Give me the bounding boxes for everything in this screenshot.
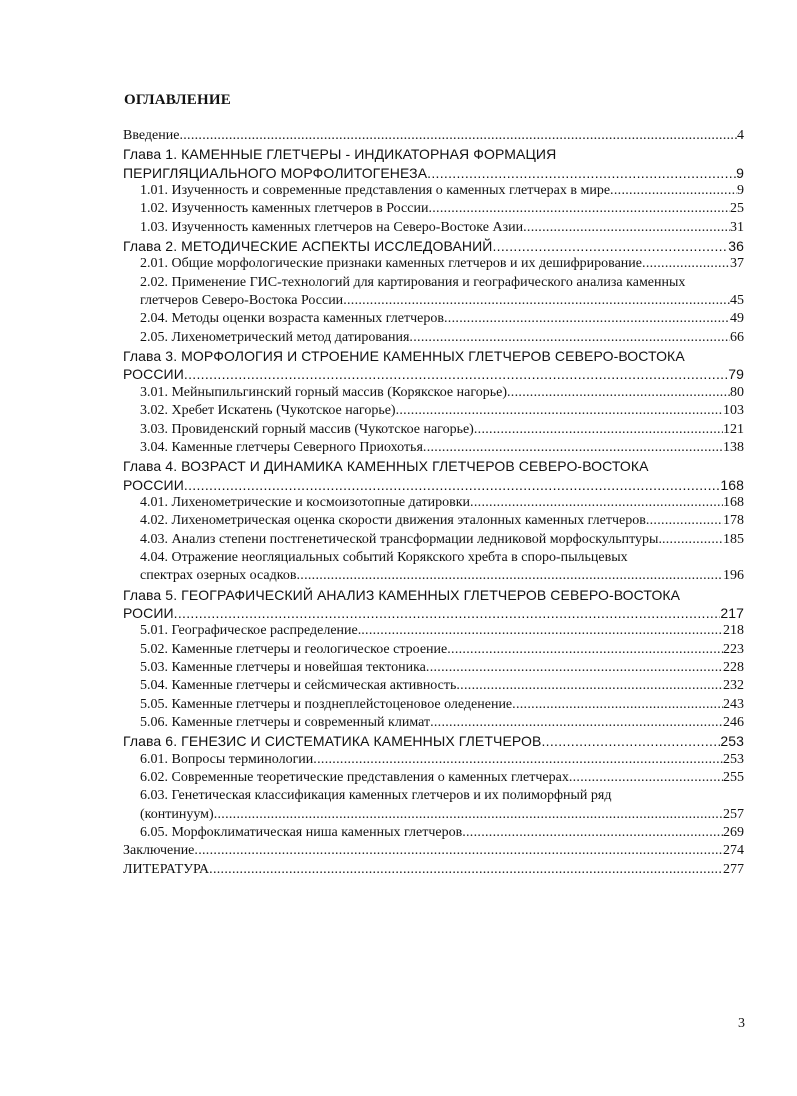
toc-section-1-02[interactable] (123, 200, 744, 218)
leader-dots (492, 237, 728, 255)
toc-page-number: 223 (723, 641, 744, 657)
toc-section-4-01[interactable] (123, 494, 744, 512)
toc-page-number: 103 (723, 403, 744, 419)
leader-dots (214, 806, 723, 824)
leader-dots (447, 641, 723, 659)
toc-page-number: 36 (728, 238, 744, 255)
toc-section-5-05[interactable] (123, 696, 744, 714)
toc-section-2-02-line1[interactable]: 2.02. Применение ГИС-технологий для картирования и географического анализа каменных (140, 274, 686, 290)
toc-page-number: 274 (723, 843, 744, 859)
toc-chapter-6[interactable] (123, 732, 744, 750)
toc-page-number: 9 (737, 183, 744, 199)
toc-entry-text: Заключение (123, 843, 195, 859)
leader-dots (343, 292, 730, 310)
leader-dots (194, 842, 723, 860)
toc-section-2-04[interactable] (123, 310, 744, 328)
toc-entry-literature[interactable] (123, 861, 744, 879)
leader-dots (569, 769, 723, 787)
leader-dots (507, 384, 730, 402)
toc-section-1-01[interactable] (123, 182, 744, 200)
toc-page-number: 79 (728, 366, 744, 383)
toc-section-2-01[interactable] (123, 255, 744, 273)
leader-dots (296, 567, 723, 585)
toc-page-number: 37 (730, 256, 744, 272)
leader-dots (610, 182, 737, 200)
toc-entry-text: спектрах озерных осадков (140, 568, 297, 584)
toc-chapter-5-line1[interactable]: Глава 5. ГЕОГРАФИЧЕСКИЙ АНАЛИЗ КАМЕННЫХ ГЛЕТЧЕРОВ СЕВЕРО-ВОСТОКА (123, 586, 681, 603)
leader-dots (313, 751, 723, 769)
toc-page-number: 228 (723, 659, 744, 675)
toc-page-number: 253 (720, 733, 744, 750)
toc-page-number: 185 (723, 531, 744, 547)
leader-dots (430, 714, 723, 732)
toc-page-number: 178 (723, 513, 744, 529)
toc-section-4-03[interactable] (123, 531, 744, 549)
leader-dots (423, 439, 723, 457)
toc-section-5-04[interactable] (123, 677, 744, 695)
toc-entry-text: 4.03. Анализ степени постгенетической трансформации ледниковой морфоскульптуры. (140, 531, 662, 547)
toc-section-2-02[interactable] (123, 292, 744, 310)
toc-entry-text: 3.02. Хребет Искатень (Чукотское нагорье) (140, 403, 396, 419)
toc-entry-text: Введение (123, 128, 180, 143)
leader-dots (409, 329, 730, 347)
toc-page-number: 4 (737, 128, 744, 143)
leader-dots (470, 494, 723, 512)
toc-entry-text: РОСИИ (123, 604, 174, 621)
toc-section-6-03-line1[interactable]: 6.03. Генетическая классификация каменных глетчеров и их полиморфный ряд (140, 788, 612, 804)
toc-page-number: 49 (730, 311, 744, 327)
toc-section-6-01[interactable] (123, 751, 744, 769)
toc-page-number: 66 (730, 329, 744, 345)
leader-dots (426, 659, 723, 677)
leader-dots (174, 604, 721, 622)
toc-page-number: 246 (723, 715, 744, 730)
toc-entry-text: 2.01. Общие морфологические признаки каменных глетчеров и их дешифрирование (140, 256, 643, 272)
leader-dots (428, 200, 730, 218)
toc-entry-text: глетчеров Северо-Востока России (140, 293, 344, 309)
leader-dots (396, 402, 723, 420)
toc-entry-text: 2.05. Лихенометрический метод датирования (140, 329, 410, 345)
toc-entry-text: 5.01. Географическое распределение. (140, 623, 362, 639)
toc-entry-text: 3.03. Провиденский горный массив (Чукотское нагорье) (140, 421, 474, 437)
toc-entry-text: 6.05. Морфоклиматическая ниша каменных глетчеров (140, 825, 463, 841)
toc-page-number: 138 (723, 439, 744, 455)
toc-section-3-04[interactable] (123, 439, 744, 457)
toc-chapter-1[interactable] (123, 164, 744, 182)
leader-dots (184, 365, 728, 383)
toc-entry-intro[interactable] (123, 127, 744, 145)
toc-entry-conclusion[interactable] (123, 842, 744, 860)
leader-dots (179, 127, 737, 145)
leader-dots (427, 164, 736, 182)
toc-entry-text: 1.01. Изученность и современные представления о каменных глетчерах в мире (140, 183, 611, 199)
toc-page-number: 218 (723, 623, 744, 639)
toc-page-number: 80 (730, 384, 744, 400)
toc-entry-text: ЛИТЕРАТУРА (123, 861, 210, 877)
toc-section-5-01[interactable] (123, 622, 744, 640)
leader-dots (662, 531, 723, 549)
toc-entry-text: 3.04. Каменные глетчеры Северного Приохотья (140, 439, 423, 455)
toc-chapter-2[interactable] (123, 237, 744, 255)
toc-section-3-01[interactable] (123, 384, 744, 402)
leader-dots (512, 696, 723, 714)
toc-entry-text: 5.06. Каменные глетчеры и современный климат (140, 715, 431, 730)
toc-section-3-03[interactable] (123, 421, 744, 439)
toc-page-number: 9 (736, 164, 744, 181)
toc-section-5-03[interactable] (123, 659, 744, 677)
toc-entry-text: 6.02. Современные теоретические представления о каменных глетчерах (140, 770, 569, 786)
toc-entry-text: 2.04. Методы оценки возраста каменных глетчеров (140, 311, 444, 327)
leader-dots (456, 677, 723, 695)
toc-entry-text: 5.02. Каменные глетчеры и геологическое строение (140, 641, 448, 657)
toc-section-6-05[interactable] (123, 824, 744, 842)
toc-entry-text: 5.04. Каменные глетчеры и сейсмическая активность (140, 678, 457, 694)
toc-page-number: 25 (730, 201, 744, 217)
toc-chapter-3-line1[interactable]: Глава 3. МОРФОЛОГИЯ И СТРОЕНИЕ КАМЕННЫХ ГЛЕТЧЕРОВ СЕВЕРО-ВОСТОКА (123, 348, 685, 365)
toc-entry-text: 5.03. Каменные глетчеры и новейшая тектоника (140, 659, 426, 675)
leader-dots (444, 310, 730, 328)
leader-dots (646, 512, 723, 530)
toc-entry-text: ПЕРИГЛЯЦИАЛЬНОГО МОРФОЛИТОГЕНЕЗА (123, 164, 428, 181)
toc-section-6-03[interactable] (123, 806, 744, 824)
leader-dots (523, 219, 730, 237)
toc-page-number: 277 (723, 861, 744, 877)
toc-section-4-04-line1[interactable]: 4.04. Отражение неогляциальных событий Корякского хребта в споро-пыльцевых (140, 549, 628, 565)
toc-page-number: 269 (723, 825, 744, 841)
toc-page-number: 31 (730, 219, 744, 235)
toc-page-number: 45 (730, 293, 744, 309)
toc-page-number: 232 (723, 678, 744, 694)
page-title: ОГЛАВЛЕНИЕ (124, 92, 231, 108)
toc-page-number: 255 (723, 770, 744, 786)
toc-page-number: 168 (723, 494, 744, 510)
toc-entry-text: 3.01. Мейныпильгинский горный массив (Корякское нагорье) (140, 384, 507, 400)
leader-dots (541, 732, 720, 750)
toc-page-number: 196 (723, 568, 744, 584)
toc-chapter-4[interactable] (123, 476, 744, 494)
toc-entry-text: Глава 2. МЕТОДИЧЕСКИЕ АСПЕКТЫ ИССЛЕДОВАНИЙ (123, 238, 493, 255)
toc-section-3-02[interactable] (123, 402, 744, 420)
page-number: 3 (738, 1016, 745, 1031)
toc-section-5-02[interactable] (123, 641, 744, 659)
toc-entry-text: 4.02. Лихенометрическая оценка скорости движения эталонных каменных глетчеров (140, 513, 646, 529)
leader-dots (642, 255, 730, 273)
toc-chapter-3[interactable] (123, 365, 744, 383)
toc-entry-text: РОССИИ (123, 476, 184, 493)
toc-chapter-1-line1[interactable]: Глава 1. КАМЕННЫЕ ГЛЕТЧЕРЫ - ИНДИКАТОРНАЯ ФОРМАЦИЯ (123, 146, 557, 163)
leader-dots (474, 421, 723, 439)
toc-entry-text: Глава 6. ГЕНЕЗИС И СИСТЕМАТИКА КАМЕННЫХ ГЛЕТЧЕРОВ (123, 733, 542, 750)
toc-chapter-5[interactable] (123, 604, 744, 622)
toc-entry-text: 4.01. Лихенометрические и космоизотопные датировки (140, 494, 471, 510)
toc-chapter-4-line1[interactable]: Глава 4. ВОЗРАСТ И ДИНАМИКА КАМЕННЫХ ГЛЕТЧЕРОВ СЕВЕРО-ВОСТОКА (123, 458, 649, 475)
toc-entry-text: 1.03. Изученность каменных глетчеров на Северо-Востоке Азии (140, 219, 524, 235)
toc-section-2-05[interactable] (123, 329, 744, 347)
leader-dots (462, 824, 723, 842)
toc-entry-text: РОССИИ (123, 366, 184, 383)
toc-entry-text: 1.02. Изученность каменных глетчеров в России (140, 201, 429, 217)
leader-dots (184, 476, 720, 494)
toc-section-1-03[interactable] (123, 219, 744, 237)
leader-dots (209, 861, 723, 879)
toc-entry-text: 5.05. Каменные глетчеры и позднеплейстоценовое оледенение (140, 696, 513, 712)
toc-page-number: 168 (720, 476, 744, 493)
toc-section-4-02[interactable] (123, 512, 744, 530)
toc-entry-text: 6.01. Вопросы терминологии (140, 751, 314, 767)
toc-section-5-06[interactable] (123, 714, 744, 732)
toc-page-number: 257 (723, 806, 744, 822)
leader-dots (361, 622, 723, 640)
toc-page-number: 253 (723, 751, 744, 767)
toc-entry-text: (континуум) (140, 806, 214, 822)
toc-page-number: 121 (723, 421, 744, 437)
toc-page-number: 217 (720, 604, 744, 621)
table-of-contents (123, 127, 744, 879)
toc-section-4-04[interactable] (123, 567, 744, 585)
toc-page-number: 243 (723, 696, 744, 712)
toc-section-6-02[interactable] (123, 769, 744, 787)
